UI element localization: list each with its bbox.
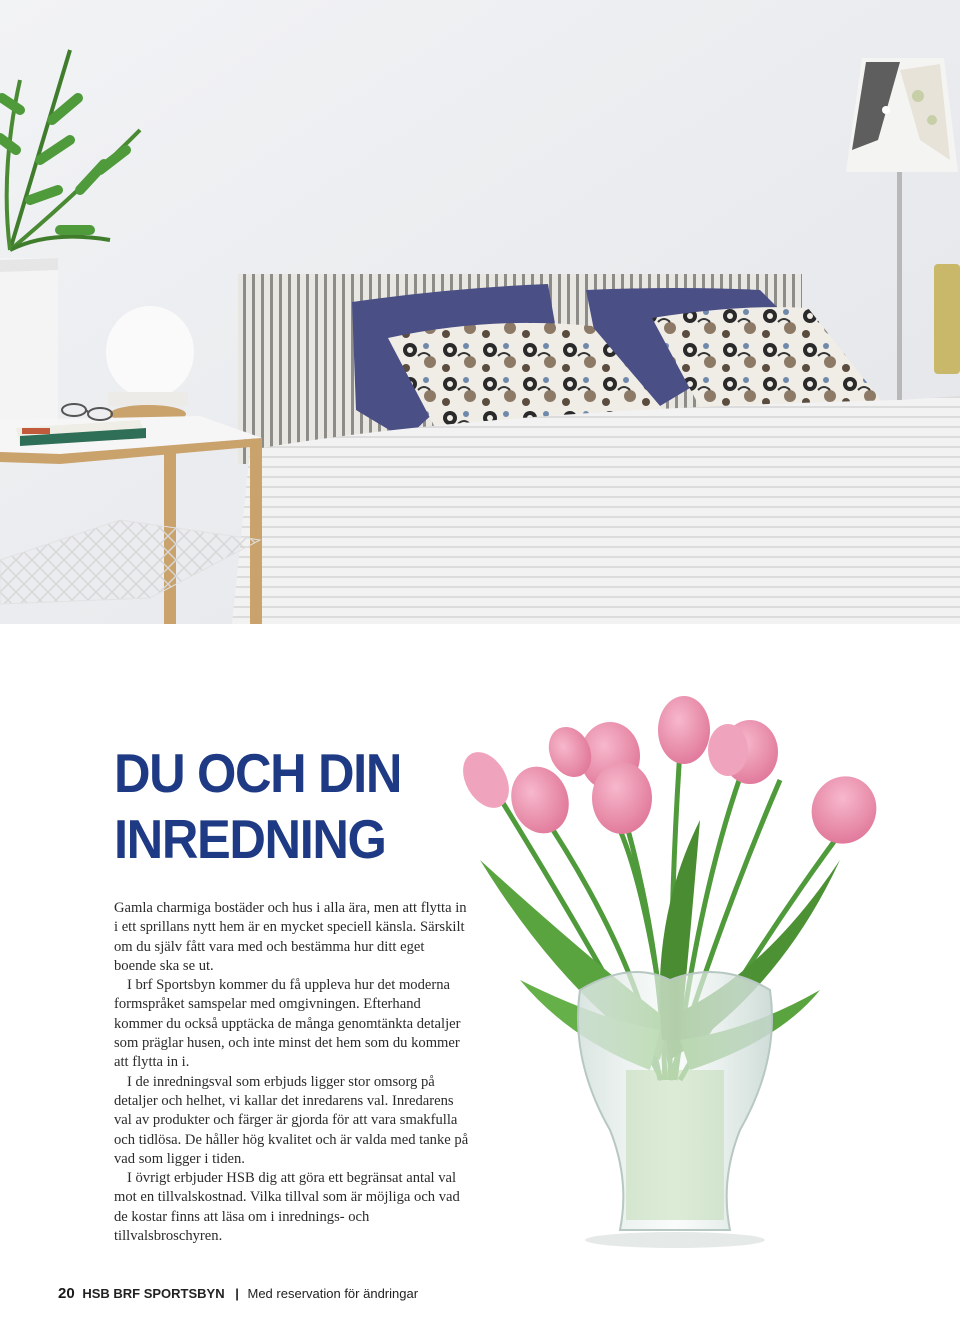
paragraph-4: I övrigt erbjuder HSB dig att göra ett begränsat antal val mot en tillvalskostnad. Vilka tillval som är möjliga och vad de kostar finns att läsa om i inrednings- och tillvalsbroschyren. [114, 1170, 460, 1245]
table-lamp [106, 306, 194, 423]
paragraph-1: Gamla charmiga bostäder och hus i alla ära, men att flytta in i ett sprillans nytt hem är en mycket speciell känsla. Särskilt om du själv fått vara med och bestämma hur ditt eget boende ska se ut. [114, 900, 467, 974]
article-heading [114, 740, 418, 872]
armchair [934, 264, 960, 374]
heading-line-2: INREDNING [114, 808, 386, 870]
footer-note: Med reservation för ändringar [247, 1286, 419, 1301]
page-number: 20 [58, 1285, 75, 1302]
publication-name: HSB BRF SPORTSBYN [82, 1286, 225, 1301]
heading-line-1: DU OCH DIN [114, 742, 401, 804]
tulip-vase-photo [400, 660, 940, 1300]
paragraph-3: I de inredningsval som erbjuds ligger stor omsorg på detaljer och helhet, vi kallar det inredarens val. Inredarens val av produkter och färger är gjorda för att vara smakfulla och tidlösa. De håller hög kvalitet och är valda med tanke på vad som ligger i tiden. [114, 1073, 469, 1167]
bedroom-photo [0, 0, 960, 624]
footer-separator: | [235, 1286, 239, 1301]
paragraph-2: I brf Sportsbyn kommer du få uppleva hur det moderna formspråket samspelar med omgivningen. Efterhand kommer du också upptäcka de många genomtänkta detaljer som präglar husen, och inte minst det hem som du kommer att flytta in i. [114, 977, 461, 1071]
page-footer [58, 1285, 418, 1302]
vase-reflection [585, 1232, 765, 1248]
vase-water [626, 1070, 724, 1220]
